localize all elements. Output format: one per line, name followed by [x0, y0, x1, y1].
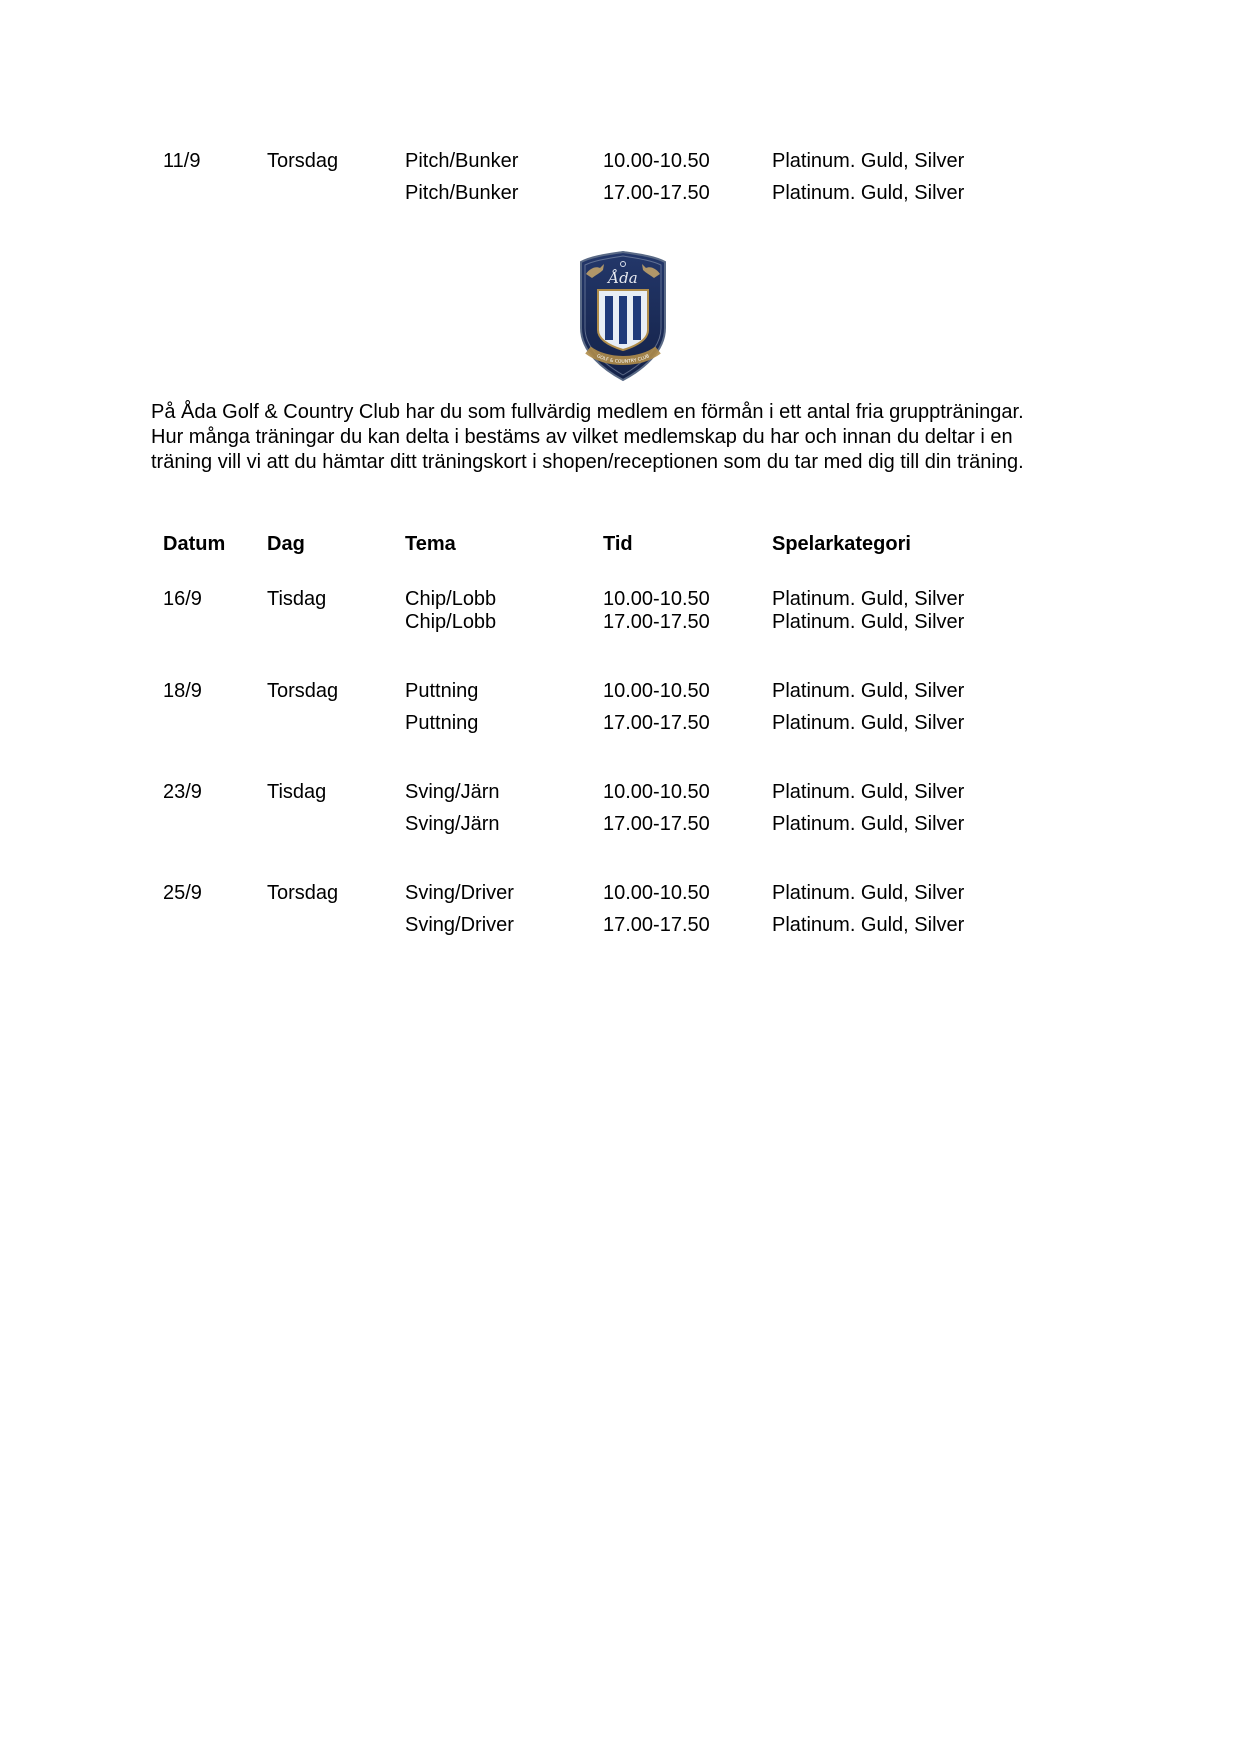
- tema-cell: Sving/Järn: [405, 813, 500, 835]
- kategori-cell: Platinum. Guld, Silver: [772, 712, 965, 734]
- kategori-cell: Platinum. Guld, Silver: [772, 182, 965, 204]
- kategori-cell: Platinum. Guld, Silver: [772, 150, 965, 172]
- date-cell: 11/9: [163, 150, 201, 172]
- header-dag: Dag: [267, 533, 305, 555]
- day-cell: Tisdag: [267, 781, 327, 803]
- tema-cell: Sving/Driver: [405, 914, 514, 936]
- tema-cell: Sving/Driver: [405, 882, 514, 904]
- intro-line: Hur många träningar du kan delta i bestäms av vilket medlemskap du har och innan du deltar i en: [151, 426, 1013, 448]
- tema-cell: Chip/Lobb: [405, 611, 497, 633]
- table-row: [0, 709, 1241, 737]
- tid-cell: 17.00-17.50: [603, 813, 710, 835]
- intro-line: På Åda Golf & Country Club har du som fullvärdig medlem en förmån i ett antal fria gruppträningar.: [151, 401, 1024, 423]
- crest-stripe: [633, 296, 641, 340]
- tid-cell: 17.00-17.50: [603, 611, 710, 633]
- kategori-cell: Platinum. Guld, Silver: [772, 914, 965, 936]
- kategori-cell: Platinum. Guld, Silver: [772, 611, 965, 633]
- date-cell: 16/9: [163, 588, 202, 610]
- table-row: [0, 778, 1241, 806]
- top-schedule-row: [0, 147, 1241, 175]
- kategori-cell: Platinum. Guld, Silver: [772, 781, 965, 803]
- crest-stripe: [605, 296, 613, 340]
- tid-cell: 10.00-10.50: [603, 150, 710, 172]
- date-cell: 25/9: [163, 882, 202, 904]
- tid-cell: 10.00-10.50: [603, 781, 710, 803]
- day-cell: Torsdag: [267, 150, 339, 172]
- top-schedule-row: [0, 179, 1241, 207]
- tid-cell: 10.00-10.50: [603, 882, 710, 904]
- tema-cell: Sving/Järn: [405, 781, 500, 803]
- table-row: [0, 879, 1241, 907]
- table-row: [0, 911, 1241, 939]
- tid-cell: 10.00-10.50: [603, 588, 710, 610]
- tema-cell: Pitch/Bunker: [405, 150, 519, 172]
- day-cell: Torsdag: [267, 882, 339, 904]
- header-datum: Datum: [163, 533, 226, 555]
- tema-cell: Pitch/Bunker: [405, 182, 519, 204]
- tid-cell: 10.00-10.50: [603, 680, 710, 702]
- intro-paragraph: [151, 400, 1091, 475]
- table-header-row: [0, 530, 1241, 558]
- kategori-cell: Platinum. Guld, Silver: [772, 588, 965, 610]
- tema-cell: Chip/Lobb: [405, 588, 497, 610]
- crest-stripe: [619, 296, 627, 344]
- kategori-cell: Platinum. Guld, Silver: [772, 680, 965, 702]
- tid-cell: 17.00-17.50: [603, 712, 710, 734]
- crest-subtitle-lettering: GOLF & COUNTRY CLUB: [595, 354, 651, 365]
- table-row: [0, 810, 1241, 838]
- kategori-cell: Platinum. Guld, Silver: [772, 813, 965, 835]
- table-row: [0, 677, 1241, 705]
- date-cell: 18/9: [163, 680, 202, 702]
- day-cell: Torsdag: [267, 680, 339, 702]
- club-crest-logo: [576, 250, 670, 382]
- crest-name-lettering: Åda: [608, 269, 638, 287]
- tema-cell: Puttning: [405, 680, 479, 702]
- header-tid: Tid: [603, 533, 633, 555]
- tema-cell: Puttning: [405, 712, 479, 734]
- intro-line: träning vill vi att du hämtar ditt träningskort i shopen/receptionen som du tar med dig till din träning.: [151, 451, 1024, 473]
- kategori-cell: Platinum. Guld, Silver: [772, 882, 965, 904]
- day-cell: Tisdag: [267, 588, 327, 610]
- header-spelarkategori: Spelarkategori: [772, 533, 911, 555]
- date-cell: 23/9: [163, 781, 202, 803]
- tid-cell: 17.00-17.50: [603, 182, 710, 204]
- table-row: [0, 608, 1241, 636]
- tid-cell: 17.00-17.50: [603, 914, 710, 936]
- header-tema: Tema: [405, 533, 456, 555]
